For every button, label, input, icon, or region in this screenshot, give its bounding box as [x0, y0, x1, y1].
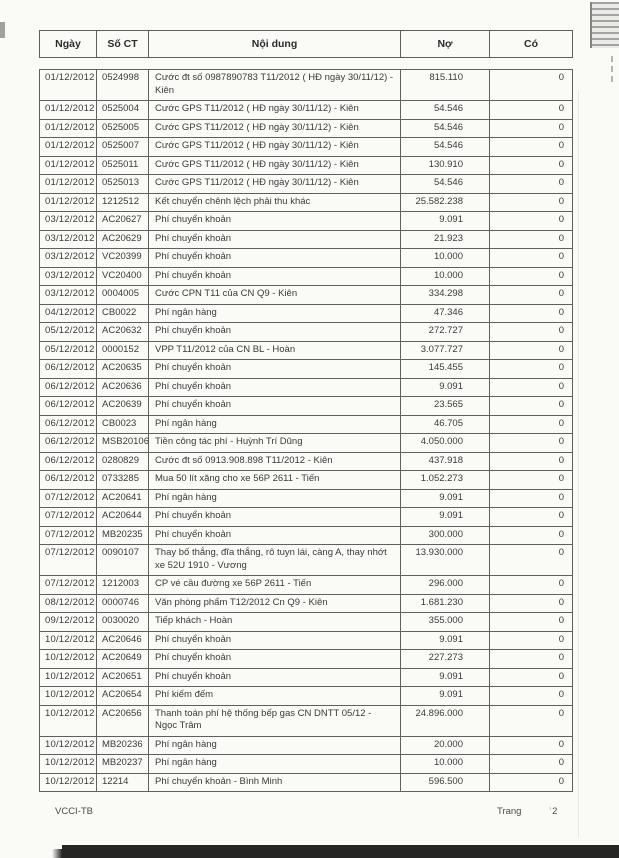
table-row — [40, 101, 573, 120]
cell-doc-no: 1212512 — [97, 193, 149, 212]
cell-credit: 0 — [490, 755, 573, 774]
cell-date: 05/12/2012 — [40, 341, 97, 360]
cell-credit: 0 — [490, 576, 573, 595]
cell-debit: 9.091 — [401, 508, 490, 527]
cell-description: Mua 50 lít xăng cho xe 56P 2611 - Tiến — [149, 471, 401, 490]
cell-credit: 0 — [490, 193, 573, 212]
ledger-header-table — [39, 30, 573, 58]
cell-debit: 355.000 — [401, 613, 490, 632]
cell-doc-no: 0525007 — [97, 138, 149, 157]
cell-doc-no: CB0023 — [97, 415, 149, 434]
cell-doc-no: AC20644 — [97, 508, 149, 527]
cell-description: Cước GPS T11/2012 ( HĐ ngày 30/11/12) - Kiên — [149, 175, 401, 194]
cell-credit: 0 — [490, 489, 573, 508]
cell-doc-no: VC20400 — [97, 267, 149, 286]
table-row — [40, 249, 573, 268]
cell-doc-no: AC20649 — [97, 650, 149, 669]
cell-debit: 1.052.273 — [401, 471, 490, 490]
cell-doc-no: AC20651 — [97, 668, 149, 687]
cell-credit: 0 — [490, 212, 573, 231]
cell-date: 07/12/2012 — [40, 545, 97, 576]
cell-date: 06/12/2012 — [40, 378, 97, 397]
cell-credit: 0 — [490, 545, 573, 576]
cell-credit: 0 — [490, 378, 573, 397]
cell-date: 03/12/2012 — [40, 286, 97, 305]
cell-date: 06/12/2012 — [40, 452, 97, 471]
cell-credit: 0 — [490, 508, 573, 527]
cell-debit: 54.546 — [401, 175, 490, 194]
cell-doc-no: CB0022 — [97, 304, 149, 323]
table-row — [40, 508, 573, 527]
cell-credit: 0 — [490, 650, 573, 669]
cell-debit: 272.727 — [401, 323, 490, 342]
cell-debit: 9.091 — [401, 668, 490, 687]
cell-doc-no: 0280829 — [97, 452, 149, 471]
cell-description: Phí chuyển khoản — [149, 378, 401, 397]
cell-description: Cước GPS T11/2012 ( HĐ ngày 30/11/12) - Kiên — [149, 156, 401, 175]
cell-date: 01/12/2012 — [40, 70, 97, 101]
cell-debit: 9.091 — [401, 378, 490, 397]
cell-description: Phí chuyển khoản — [149, 230, 401, 249]
cell-credit: 0 — [490, 119, 573, 138]
cell-doc-no: AC20629 — [97, 230, 149, 249]
cell-description: Thay bố thắng, đĩa thắng, rô tuyn lái, càng A, thay nhớt xe 52U 1910 - Vương — [149, 545, 401, 576]
table-row — [40, 175, 573, 194]
cell-credit: 0 — [490, 526, 573, 545]
cell-doc-no: 0524998 — [97, 70, 149, 101]
cell-doc-no: AC20656 — [97, 705, 149, 736]
cell-date: 07/12/2012 — [40, 576, 97, 595]
cell-date: 01/12/2012 — [40, 193, 97, 212]
cell-doc-no: 0000152 — [97, 341, 149, 360]
cell-date: 06/12/2012 — [40, 360, 97, 379]
col-header-description: Nội dung — [149, 31, 401, 58]
cell-description: Phí ngân hàng — [149, 489, 401, 508]
table-row — [40, 378, 573, 397]
cell-date: 01/12/2012 — [40, 119, 97, 138]
table-row — [40, 613, 573, 632]
cell-date: 10/12/2012 — [40, 650, 97, 669]
cell-debit: 20.000 — [401, 736, 490, 755]
cell-description: Phí chuyển khoản — [149, 360, 401, 379]
footer-doc-code: VCCI-TB — [55, 806, 93, 817]
cell-doc-no: 1212003 — [97, 576, 149, 595]
cell-doc-no: AC20646 — [97, 631, 149, 650]
cell-doc-no: AC20654 — [97, 687, 149, 706]
cell-credit: 0 — [490, 267, 573, 286]
cell-credit: 0 — [490, 156, 573, 175]
cell-description: Phí kiểm đếm — [149, 687, 401, 706]
cell-date: 10/12/2012 — [40, 755, 97, 774]
cell-description: Cước GPS T11/2012 ( HĐ ngày 30/11/12) - Kiên — [149, 101, 401, 120]
cell-credit: 0 — [490, 341, 573, 360]
cell-doc-no: 0090107 — [97, 545, 149, 576]
cell-debit: 1.681.230 — [401, 594, 490, 613]
table-row — [40, 650, 573, 669]
cell-debit: 54.546 — [401, 119, 490, 138]
cell-debit: 596.500 — [401, 773, 490, 792]
table-row — [40, 687, 573, 706]
cell-doc-no: AC20641 — [97, 489, 149, 508]
cell-debit: 10.000 — [401, 267, 490, 286]
cell-doc-no: AC20632 — [97, 323, 149, 342]
cell-debit: 46.705 — [401, 415, 490, 434]
cell-description: Phí chuyển khoản — [149, 668, 401, 687]
cell-date: 07/12/2012 — [40, 508, 97, 527]
scan-artifact-page-edge — [578, 90, 579, 838]
cell-debit: 145.455 — [401, 360, 490, 379]
cell-doc-no: AC20639 — [97, 397, 149, 416]
cell-date: 10/12/2012 — [40, 773, 97, 792]
cell-date: 07/12/2012 — [40, 489, 97, 508]
cell-description: Phí chuyển khoản — [149, 508, 401, 527]
table-row — [40, 755, 573, 774]
table-row — [40, 545, 573, 576]
cell-description: Cước đt số 0913.908.898 T11/2012 - Kiên — [149, 452, 401, 471]
cell-credit: 0 — [490, 471, 573, 490]
col-header-credit: Có — [490, 31, 573, 58]
cell-description: Tiếp khách - Hoàn — [149, 613, 401, 632]
cell-debit: 10.000 — [401, 249, 490, 268]
cell-credit: 0 — [490, 70, 573, 101]
table-row — [40, 230, 573, 249]
cell-debit: 300.000 — [401, 526, 490, 545]
header-row — [40, 31, 573, 58]
cell-date: 06/12/2012 — [40, 415, 97, 434]
cell-date: 01/12/2012 — [40, 175, 97, 194]
cell-doc-no: AC20635 — [97, 360, 149, 379]
cell-date: 09/12/2012 — [40, 613, 97, 632]
cell-credit: 0 — [490, 687, 573, 706]
cell-description: Phí chuyển khoản — [149, 249, 401, 268]
col-header-debit: Nợ — [401, 31, 490, 58]
cell-debit: 10.000 — [401, 755, 490, 774]
cell-debit: 130.910 — [401, 156, 490, 175]
table-row — [40, 360, 573, 379]
cell-doc-no: 0525004 — [97, 101, 149, 120]
cell-credit: 0 — [490, 230, 573, 249]
cell-description: Phí chuyển khoản — [149, 267, 401, 286]
cell-debit: 4.050.000 — [401, 434, 490, 453]
ledger-body-table — [39, 69, 573, 792]
table-row — [40, 668, 573, 687]
cell-credit: 0 — [490, 138, 573, 157]
cell-description: Thanh toán phí hệ thống bếp gas CN DNTT 05/12 - Ngọc Trâm — [149, 705, 401, 736]
col-header-doc-no: Số CT — [97, 31, 149, 58]
table-row — [40, 212, 573, 231]
cell-doc-no: 12214 — [97, 773, 149, 792]
cell-description: Cước CPN T11 của CN Q9 - Kiên — [149, 286, 401, 305]
cell-date: 05/12/2012 — [40, 323, 97, 342]
cell-description: Kết chuyển chênh lệch phải thu khác — [149, 193, 401, 212]
cell-credit: 0 — [490, 249, 573, 268]
cell-debit: 54.546 — [401, 101, 490, 120]
cell-debit: 24.896.000 — [401, 705, 490, 736]
table-row — [40, 631, 573, 650]
cell-debit: 334.298 — [401, 286, 490, 305]
table-row — [40, 489, 573, 508]
cell-debit: 227.273 — [401, 650, 490, 669]
scan-artifact-bottom-edge — [62, 845, 619, 858]
table-row — [40, 736, 573, 755]
cell-date: 07/12/2012 — [40, 526, 97, 545]
cell-doc-no: 0525011 — [97, 156, 149, 175]
cell-credit: 0 — [490, 668, 573, 687]
scan-artifact-dashes — [597, 56, 613, 82]
table-row — [40, 415, 573, 434]
cell-description: Phí chuyển khoản — [149, 212, 401, 231]
cell-credit: 0 — [490, 397, 573, 416]
cell-description: CP vé cầu đường xe 56P 2611 - Tiến — [149, 576, 401, 595]
cell-credit: 0 — [490, 415, 573, 434]
table-row — [40, 267, 573, 286]
cell-doc-no: AC20627 — [97, 212, 149, 231]
cell-doc-no: 0030020 — [97, 613, 149, 632]
cell-credit: 0 — [490, 286, 573, 305]
cell-doc-no: VC20399 — [97, 249, 149, 268]
cell-credit: 0 — [490, 736, 573, 755]
cell-description: Văn phòng phẩm T12/2012 Cn Q9 - Kiên — [149, 594, 401, 613]
table-row — [40, 119, 573, 138]
cell-debit: 21.923 — [401, 230, 490, 249]
cell-doc-no: MSB20106 — [97, 434, 149, 453]
cell-doc-no: 0733285 — [97, 471, 149, 490]
cell-date: 08/12/2012 — [40, 594, 97, 613]
cell-description: Phí ngân hàng — [149, 304, 401, 323]
cell-description: Phí chuyển khoản — [149, 650, 401, 669]
scan-artifact-left-mark — [0, 22, 5, 38]
cell-description: Phí ngân hàng — [149, 415, 401, 434]
cell-credit: 0 — [490, 594, 573, 613]
cell-debit: 9.091 — [401, 687, 490, 706]
cell-date: 10/12/2012 — [40, 668, 97, 687]
cell-debit: 437.918 — [401, 452, 490, 471]
cell-date: 06/12/2012 — [40, 471, 97, 490]
cell-debit: 815.110 — [401, 70, 490, 101]
cell-doc-no: 0525013 — [97, 175, 149, 194]
table-row — [40, 323, 573, 342]
page-footer — [0, 806, 619, 822]
cell-date: 10/12/2012 — [40, 631, 97, 650]
cell-date: 06/12/2012 — [40, 397, 97, 416]
table-row — [40, 156, 573, 175]
cell-credit: 0 — [490, 434, 573, 453]
table-row — [40, 526, 573, 545]
cell-date: 01/12/2012 — [40, 156, 97, 175]
scan-artifact-sticker — [590, 2, 619, 48]
cell-date: 10/12/2012 — [40, 687, 97, 706]
cell-debit: 54.546 — [401, 138, 490, 157]
cell-debit: 13.930.000 — [401, 545, 490, 576]
cell-date: 03/12/2012 — [40, 267, 97, 286]
table-row — [40, 341, 573, 360]
cell-date: 10/12/2012 — [40, 736, 97, 755]
cell-credit: 0 — [490, 304, 573, 323]
cell-date: 03/12/2012 — [40, 230, 97, 249]
table-row — [40, 773, 573, 792]
cell-doc-no: 0004005 — [97, 286, 149, 305]
table-row — [40, 705, 573, 736]
cell-credit: 0 — [490, 613, 573, 632]
table-row — [40, 397, 573, 416]
cell-credit: 0 — [490, 175, 573, 194]
cell-debit: 9.091 — [401, 489, 490, 508]
cell-description: Phí chuyển khoản - Bình Minh — [149, 773, 401, 792]
table-row — [40, 452, 573, 471]
table-row — [40, 138, 573, 157]
cell-description: Phí chuyển khoản — [149, 526, 401, 545]
cell-debit: 47.346 — [401, 304, 490, 323]
cell-description: Phí chuyển khoản — [149, 631, 401, 650]
table-row — [40, 286, 573, 305]
cell-doc-no: MB20236 — [97, 736, 149, 755]
cell-description: Phí chuyển khoản — [149, 323, 401, 342]
cell-debit: 296.000 — [401, 576, 490, 595]
cell-description: Phí ngân hàng — [149, 755, 401, 774]
col-header-date: Ngày — [40, 31, 97, 58]
cell-credit: 0 — [490, 452, 573, 471]
cell-description: Phí ngân hàng — [149, 736, 401, 755]
cell-doc-no: MB20237 — [97, 755, 149, 774]
cell-description: Phí chuyển khoản — [149, 397, 401, 416]
cell-date: 06/12/2012 — [40, 434, 97, 453]
table-row — [40, 434, 573, 453]
cell-debit: 25.582.238 — [401, 193, 490, 212]
cell-credit: 0 — [490, 705, 573, 736]
table-row — [40, 576, 573, 595]
cell-doc-no: 0000746 — [97, 594, 149, 613]
cell-description: Cước đt số 0987890783 T11/2012 ( HĐ ngày 30/11/12) - Kiên — [149, 70, 401, 101]
cell-doc-no: 0525005 — [97, 119, 149, 138]
cell-debit: 9.091 — [401, 212, 490, 231]
cell-credit: 0 — [490, 360, 573, 379]
cell-debit: 9.091 — [401, 631, 490, 650]
cell-credit: 0 — [490, 323, 573, 342]
table-row — [40, 70, 573, 101]
table-row — [40, 193, 573, 212]
cell-date: 01/12/2012 — [40, 101, 97, 120]
cell-credit: 0 — [490, 773, 573, 792]
cell-description: VPP T11/2012 của CN BL - Hoàn — [149, 341, 401, 360]
cell-date: 03/12/2012 — [40, 249, 97, 268]
cell-credit: 0 — [490, 631, 573, 650]
footer-page-label: Trang — [497, 806, 522, 817]
cell-doc-no: MB20235 — [97, 526, 149, 545]
cell-date: 01/12/2012 — [40, 138, 97, 157]
table-row — [40, 471, 573, 490]
cell-credit: 0 — [490, 101, 573, 120]
cell-description: Cước GPS T11/2012 ( HĐ ngày 30/11/12) - Kiên — [149, 119, 401, 138]
cell-date: 04/12/2012 — [40, 304, 97, 323]
footer-page-number: ’ 2 — [549, 806, 557, 817]
cell-debit: 23.565 — [401, 397, 490, 416]
table-row — [40, 304, 573, 323]
cell-date: 03/12/2012 — [40, 212, 97, 231]
table-row — [40, 594, 573, 613]
cell-debit: 3.077.727 — [401, 341, 490, 360]
cell-description: Tiền công tác phí - Huỳnh Trí Dũng — [149, 434, 401, 453]
cell-doc-no: AC20636 — [97, 378, 149, 397]
cell-date: 10/12/2012 — [40, 705, 97, 736]
cell-description: Cước GPS T11/2012 ( HĐ ngày 30/11/12) - Kiên — [149, 138, 401, 157]
